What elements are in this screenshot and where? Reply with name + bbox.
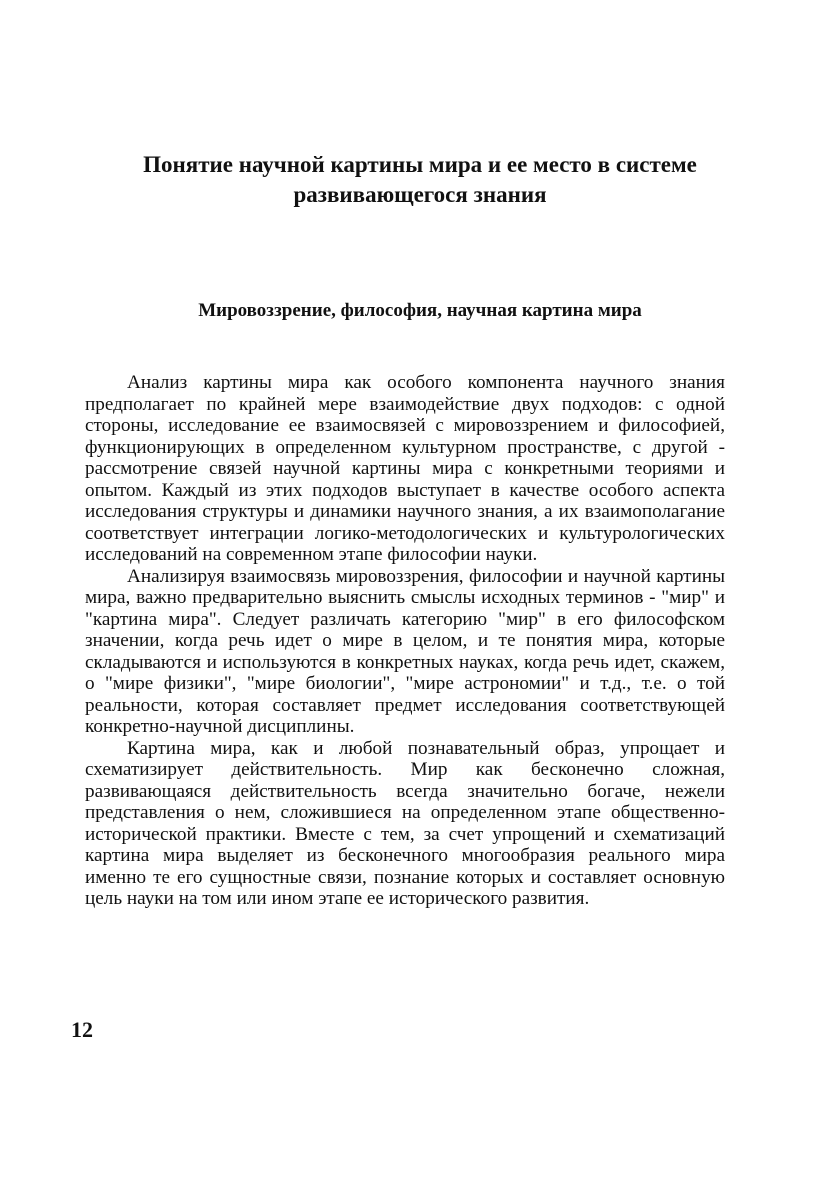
- paragraph: Анализ картины мира как особого компонента научного знания предполагает по крайней мере взаимодействие двух подходов: с одной стороны, исследование ее взаимосвязей с мировоззрением и философией, функционирующих в определенном культурном пространстве, с другой - рассмотрение связей научной картины мира с конкретными теориями и опытом. Каждый из этих подходов выступает в качестве особого аспекта исследования структуры и динамики научного знания, а их взаимополагание соответствует интеграции логико-методологических и культурологических исследований на современном этапе философии науки.: [85, 372, 725, 565]
- paragraph: Картина мира, как и любой познавательный образ, упрощает и схематизирует действительность. Мир как бесконечно сложная, развивающаяся действительность всегда значительно богаче, нежели представления о нем, сложившиеся на определенном этапе общественно-исторической практики. Вместе с тем, за счет упрощений и схематизаций картина мира выделяет из бесконечного многообразия реального мира именно те его сущностные связи, познание которых и составляет основную цель науки на том или ином этапе ее исторического развития.: [85, 737, 725, 909]
- chapter-title: [90, 150, 750, 210]
- paragraph: Анализируя взаимосвязь мировоззрения, философии и научной картины мира, важно предварительно выяснить смыслы исходных терминов - "мир" и "картина мира". Следует различать категорию "мир" в его философском значении, когда речь идет о мире в целом, и те понятия мира, которые складываются и используются в конкретных науках, когда речь идет, скажем, о "мире физики", "мире биологии", "мире астрономии" и т.д., т.е. о той реальности, которая составляет предмет исследования соответствующей конкретно-научной дисциплины.: [85, 565, 725, 737]
- page-number: 12: [71, 1017, 93, 1042]
- chapter-title-line-2: развивающегося знания: [293, 182, 547, 207]
- section-title: Мировоззрение, философия, научная картина мира: [198, 300, 642, 321]
- chapter-title-line-1: Понятие научной картины мира и ее место в системе: [143, 152, 697, 177]
- body-text: [85, 372, 725, 910]
